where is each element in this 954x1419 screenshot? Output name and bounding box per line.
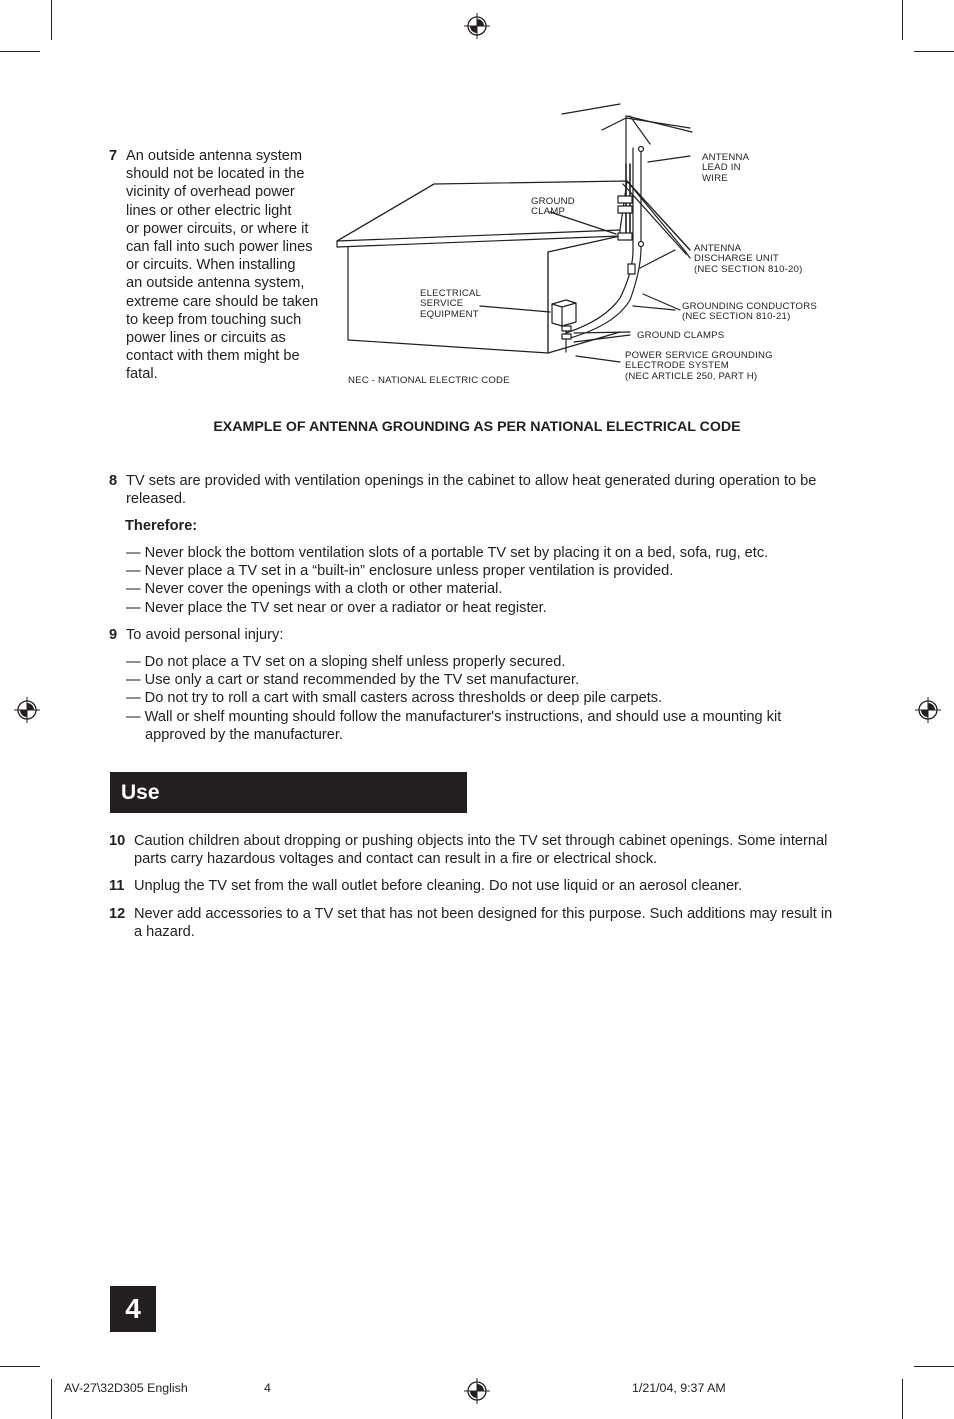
item-7-line: an outside antenna system, bbox=[126, 275, 305, 292]
item-number: 11 bbox=[109, 878, 125, 894]
crop-mark bbox=[51, 0, 52, 40]
item-7-line: extreme care should be taken bbox=[126, 293, 319, 310]
item-7-line: or circuits. When installing bbox=[126, 257, 296, 274]
item-12-text: Never add accessories to a TV set that has not been designed for this purpose. Such additions may result in a hazard. bbox=[134, 906, 833, 941]
item-7-line: An outside antenna system bbox=[126, 148, 303, 164]
section-title-use: Use bbox=[110, 772, 467, 813]
item-11 bbox=[109, 877, 839, 895]
item-8-list bbox=[126, 544, 826, 617]
item-8 bbox=[109, 472, 838, 508]
item-7-line: should not be located in the bbox=[126, 166, 305, 183]
page-number: 4 bbox=[110, 1286, 156, 1332]
registration-mark-icon bbox=[14, 697, 40, 723]
footer-page: 4 bbox=[264, 1381, 271, 1395]
footer-date: 1/21/04, 9:37 AM bbox=[632, 1381, 726, 1395]
crop-mark bbox=[51, 1379, 52, 1419]
crop-mark bbox=[902, 1379, 903, 1419]
item-11-text: Unplug the TV set from the wall outlet before cleaning. Do not use liquid or an aerosol cleaner. bbox=[134, 878, 743, 894]
item-number: 12 bbox=[109, 906, 126, 922]
item-7-line: vicinity of overhead power bbox=[126, 184, 295, 201]
therefore-label: Therefore: bbox=[125, 518, 198, 534]
list-item: — Never cover the openings with a cloth or other material. bbox=[126, 581, 503, 598]
list-item: — Do not place a TV set on a sloping shelf unless properly secured. bbox=[126, 654, 566, 670]
label-grounding-conductors: GROUNDING CONDUCTORS (NEC SECTION 810-21) bbox=[682, 301, 817, 323]
item-10-text: Caution children about dropping or pushing objects into the TV set through cabinet openings. Some internal parts carry hazardous voltages and contact can result in a fire or electrical shock. bbox=[134, 833, 828, 868]
diagram-caption: EXAMPLE OF ANTENNA GROUNDING AS PER NATIONAL ELECTRICAL CODE bbox=[213, 419, 741, 435]
label-ground-clamps: GROUND CLAMPS bbox=[637, 330, 725, 341]
label-ground-clamp: GROUND CLAMP bbox=[531, 196, 575, 218]
item-12 bbox=[109, 905, 839, 941]
label-electrical-service: ELECTRICAL SERVICE EQUIPMENT bbox=[420, 288, 482, 320]
item-10 bbox=[109, 832, 839, 868]
list-item: — Never place the TV set near or over a radiator or heat register. bbox=[126, 599, 547, 616]
item-9 bbox=[109, 626, 838, 644]
list-item: — Use only a cart or stand recommended by the TV set manufacturer. bbox=[126, 672, 580, 689]
list-item: — Do not try to roll a cart with small casters across thresholds or deep pile carpets. bbox=[126, 690, 663, 707]
registration-mark-icon bbox=[464, 13, 490, 39]
crop-mark bbox=[902, 0, 903, 40]
item-7-line: or power circuits, or where it bbox=[126, 220, 309, 237]
item-number: 9 bbox=[109, 627, 118, 643]
item-number: 8 bbox=[109, 473, 118, 489]
crop-mark bbox=[914, 1366, 954, 1367]
item-7-line: fatal. bbox=[126, 366, 158, 383]
item-9-list bbox=[126, 653, 816, 744]
registration-mark-icon bbox=[915, 697, 941, 723]
registration-mark-icon bbox=[464, 1378, 490, 1404]
label-discharge-unit: ANTENNA DISCHARGE UNIT (NEC SECTION 810-20) bbox=[694, 243, 803, 275]
list-item: — Never place a TV set in a “built-in” enclosure unless proper ventilation is provided. bbox=[126, 563, 674, 580]
item-9-text: To avoid personal injury: bbox=[126, 627, 284, 643]
list-item: — Wall or shelf mounting should follow the manufacturer's instructions, and should use a mounting kit approved by the manufacturer. bbox=[126, 708, 782, 743]
item-number: 10 bbox=[109, 833, 126, 849]
antenna bbox=[562, 104, 620, 114]
item-7-text bbox=[126, 147, 339, 384]
crop-mark bbox=[0, 1366, 40, 1367]
label-antenna-lead: ANTENNA LEAD IN WIRE bbox=[702, 152, 750, 184]
list-item: — Never block the bottom ventilation slots of a portable TV set by placing it on a bed, sofa, rug, etc. bbox=[126, 545, 769, 561]
crop-mark bbox=[914, 51, 954, 52]
item-7-line: lines or other electric light bbox=[126, 202, 292, 219]
item-number: 7 bbox=[109, 148, 118, 164]
label-nec: NEC - NATIONAL ELECTRIC CODE bbox=[348, 375, 510, 386]
label-power-service: POWER SERVICE GROUNDING ELECTRODE SYSTEM (NEC ARTICLE 250, PART H) bbox=[625, 350, 773, 382]
crop-mark bbox=[0, 51, 40, 52]
item-7-line: power lines or circuits as bbox=[126, 330, 286, 347]
item-8-text: TV sets are provided with ventilation openings in the cabinet to allow heat generated during operation to be released. bbox=[126, 473, 817, 508]
footer-file: AV-27\32D305 English bbox=[64, 1381, 188, 1395]
item-7 bbox=[109, 147, 339, 384]
item-7-line: can fall into such power lines bbox=[126, 239, 313, 256]
item-7-line: contact with them might be bbox=[126, 348, 300, 365]
item-7-line: to keep from touching such bbox=[126, 311, 302, 328]
